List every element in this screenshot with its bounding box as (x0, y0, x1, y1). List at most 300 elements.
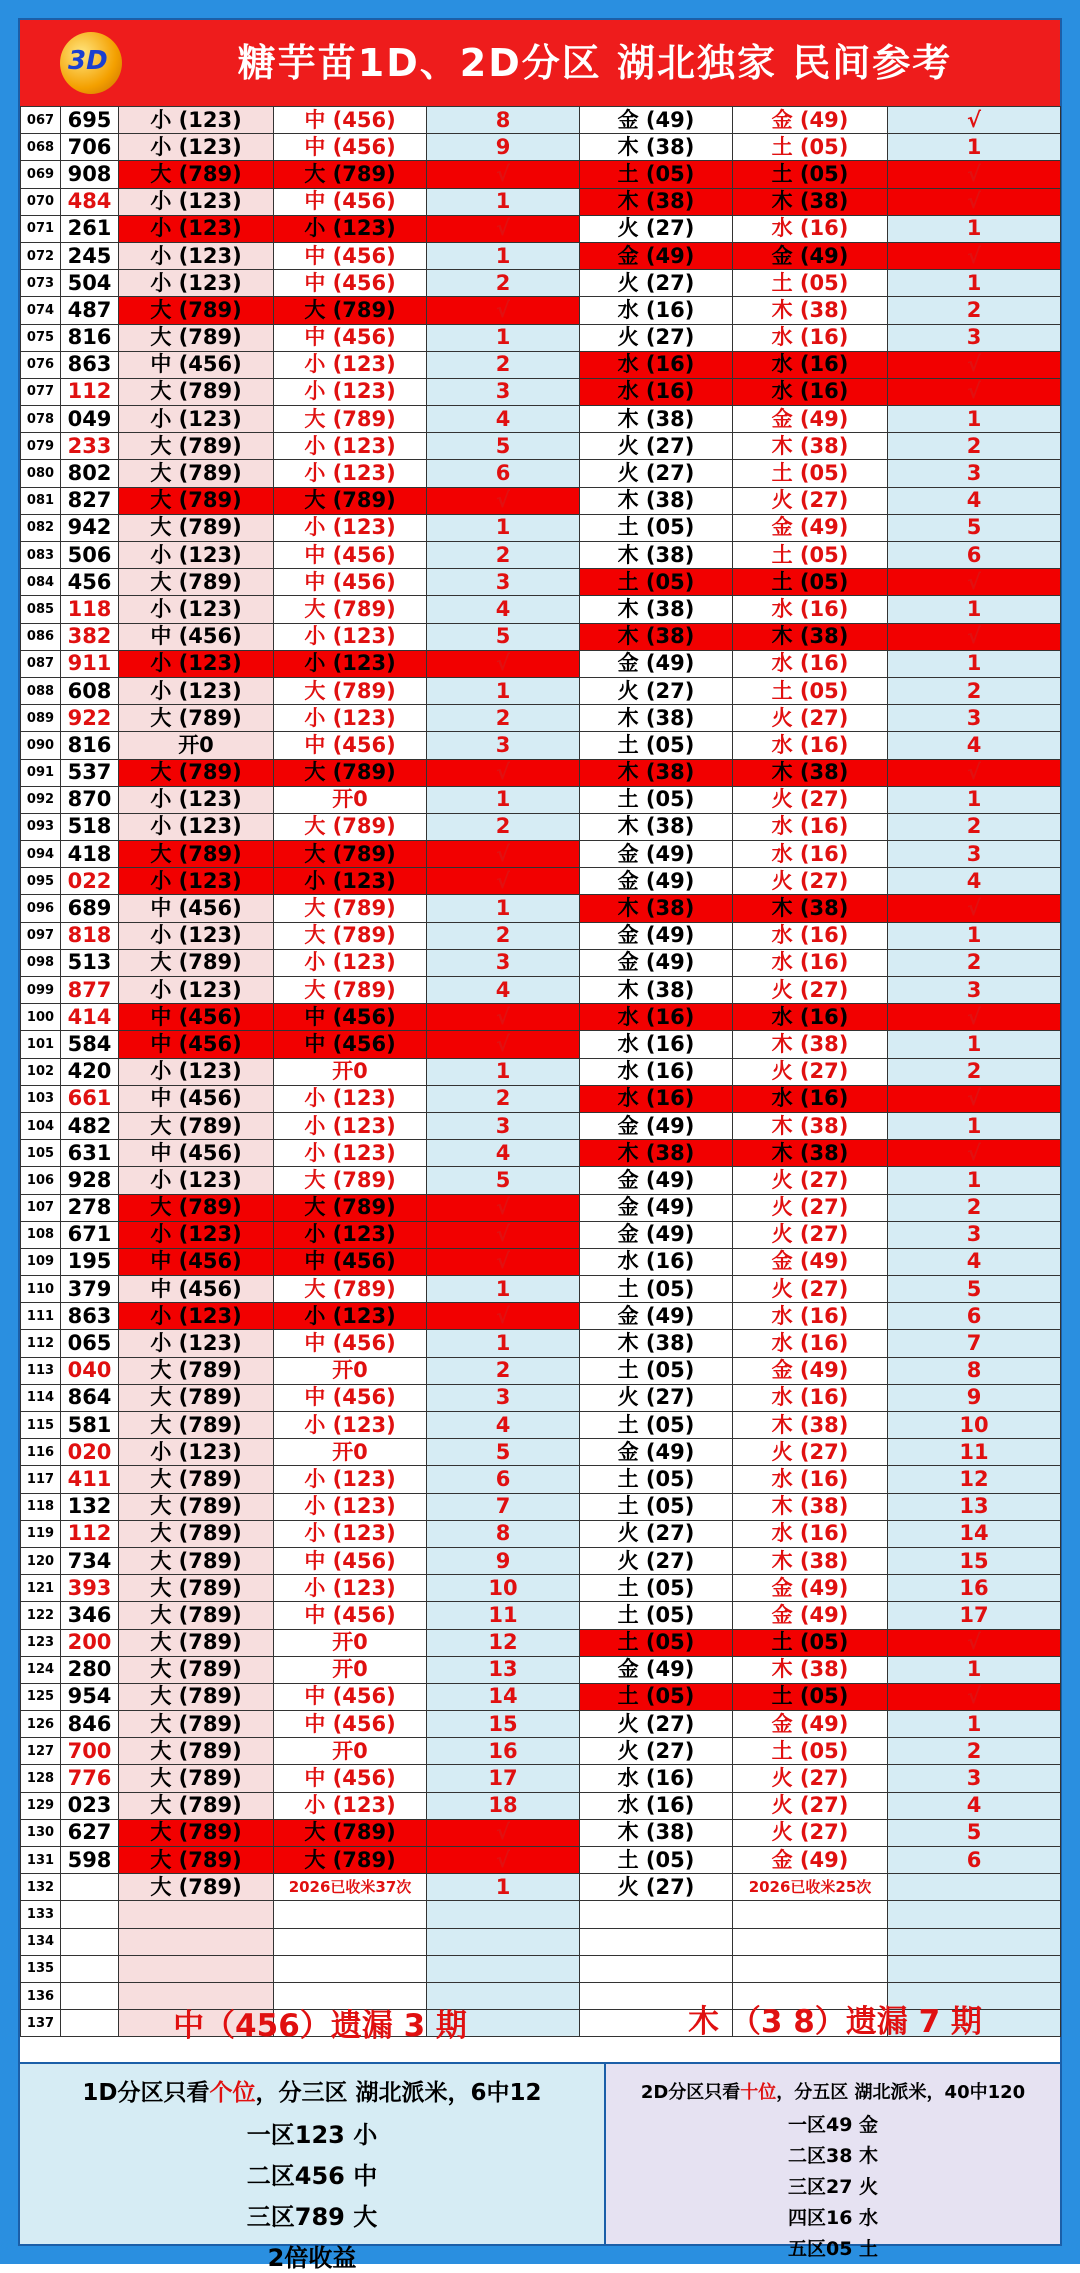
result-1d-cell: 6 (427, 1466, 580, 1493)
result-2d-cell: 4 (888, 487, 1061, 514)
zone-1d-cell: 大 (789) (119, 1765, 274, 1792)
zone-2d-cell: 金 (49) (580, 242, 733, 269)
table-row (21, 1711, 1061, 1738)
zone-1d-cell: 大 (789) (119, 1466, 274, 1493)
zone-2d-cell: 金 (49) (580, 922, 733, 949)
result-2d-cell: √ (888, 107, 1061, 134)
zone-2d-cell: 火 (27) (580, 460, 733, 487)
result-2d-cell: 17 (888, 1602, 1061, 1629)
table-row (21, 732, 1061, 759)
result-2d-cell: 1 (888, 786, 1061, 813)
result-2d-cell: √ (888, 242, 1061, 269)
zone-1d-cell: 小 (123) (119, 107, 274, 134)
table-row (21, 949, 1061, 976)
result-1d-cell: 4 (427, 406, 580, 433)
result-2d-cell: 2 (888, 433, 1061, 460)
number-cell: 928 (61, 1167, 119, 1194)
table-row (21, 569, 1061, 596)
zone-jin-label: 一区49 金 (787, 2114, 879, 2136)
result-1d-cell: 3 (427, 732, 580, 759)
number-cell: 020 (61, 1439, 119, 1466)
content-panel (18, 18, 1062, 2272)
result-1d-cell: 4 (427, 977, 580, 1004)
zone-1d-cell (119, 1901, 274, 1928)
result-2d-cell: 4 (888, 732, 1061, 759)
zone-1d-cell: 大 (789) (119, 514, 274, 541)
result-2d-cell: 4 (888, 1248, 1061, 1275)
zone-1d-cell: 小 (123) (119, 542, 274, 569)
result-1d-cell: 8 (427, 107, 580, 134)
forecast-2d-cell: 水 (16) (733, 1004, 888, 1031)
forecast-1d-cell: 小 (123) (274, 1520, 427, 1547)
zone-1d-cell: 大 (789) (119, 705, 274, 732)
period-cell: 113 (21, 1357, 61, 1384)
forecast-1d-cell: 大 (789) (274, 1194, 427, 1221)
period-cell: 070 (21, 188, 61, 215)
forecast-2d-cell: 火 (27) (733, 786, 888, 813)
forecast-1d-cell: 小 (123) (274, 378, 427, 405)
table-row (21, 351, 1061, 378)
zone-1d-cell: 中 (456) (119, 1276, 274, 1303)
period-cell: 076 (21, 351, 61, 378)
result-2d-cell: 6 (888, 542, 1061, 569)
result-1d-cell: 16 (427, 1738, 580, 1765)
result-1d-cell: √ (427, 1819, 580, 1846)
table-row (21, 188, 1061, 215)
table-row (21, 895, 1061, 922)
table-row (21, 1928, 1061, 1955)
result-1d-cell: 3 (427, 378, 580, 405)
miss-summary-2d: 木 （3 8）遗漏 7 期 (688, 2004, 982, 2040)
forecast-2d-cell: 木 (38) (733, 1656, 888, 1683)
table-row (21, 813, 1061, 840)
result-1d-cell: 7 (427, 1493, 580, 1520)
period-cell: 074 (21, 297, 61, 324)
table-row (21, 841, 1061, 868)
zone-2d-cell: 金 (49) (580, 868, 733, 895)
result-1d-cell: √ (427, 1303, 580, 1330)
forecast-1d-cell: 小 (123) (274, 351, 427, 378)
zone-1d-cell: 大 (789) (119, 161, 274, 188)
table-row (21, 1575, 1061, 1602)
forecast-2d-cell: 水 (16) (733, 922, 888, 949)
result-2d-cell: 4 (888, 1792, 1061, 1819)
result-2d-cell: 3 (888, 841, 1061, 868)
zone-2d-cell: 金 (49) (580, 1656, 733, 1683)
result-1d-cell: 3 (427, 569, 580, 596)
number-cell: 863 (61, 1303, 119, 1330)
result-1d-cell: 9 (427, 1547, 580, 1574)
result-1d-cell: 2 (427, 705, 580, 732)
period-cell: 106 (21, 1167, 61, 1194)
number-cell: 022 (61, 868, 119, 895)
number-cell: 518 (61, 813, 119, 840)
period-cell: 086 (21, 623, 61, 650)
period-cell: 132 (21, 1874, 61, 1901)
zone-1d-cell (119, 1955, 274, 1982)
zone-2d-cell: 土 (05) (580, 569, 733, 596)
forecast-2d-cell: 水 (16) (733, 732, 888, 759)
table-row (21, 1140, 1061, 1167)
table-row (21, 1629, 1061, 1656)
zone-2d-cell: 金 (49) (580, 107, 733, 134)
forecast-2d-cell: 火 (27) (733, 977, 888, 1004)
zone-1d-cell: 小 (123) (119, 188, 274, 215)
result-2d-cell: 6 (888, 1847, 1061, 1874)
forecast-2d-cell: 木 (38) (733, 623, 888, 650)
result-2d-cell: 3 (888, 324, 1061, 351)
result-1d-cell: √ (427, 1221, 580, 1248)
number-cell: 816 (61, 732, 119, 759)
number-cell: 504 (61, 270, 119, 297)
result-1d-cell: 2 (427, 542, 580, 569)
table-row (21, 487, 1061, 514)
forecast-2d-cell: 火 (27) (733, 1819, 888, 1846)
forecast-2d-cell (733, 1928, 888, 1955)
table-row (21, 433, 1061, 460)
zone-1d-cell: 大 (789) (119, 1575, 274, 1602)
forecast-1d-cell: 中 (456) (274, 1765, 427, 1792)
forecast-1d-cell: 中 (456) (274, 1384, 427, 1411)
table-row (21, 1738, 1061, 1765)
forecast-1d-cell: 大 (789) (274, 1847, 427, 1874)
forecast-2d-cell: 木 (38) (733, 759, 888, 786)
period-cell: 069 (21, 161, 61, 188)
number-cell: 233 (61, 433, 119, 460)
zone-mu-label: 二区38 木 (787, 2145, 879, 2167)
result-2d-cell: 3 (888, 977, 1061, 1004)
forecast-2d-cell: 火 (27) (733, 1276, 888, 1303)
forecast-2d-cell: 水 (16) (733, 351, 888, 378)
period-cell: 082 (21, 514, 61, 541)
forecast-1d-cell: 小 (123) (274, 1221, 427, 1248)
zone-2d-cell: 土 (05) (580, 1466, 733, 1493)
forecast-1d-cell: 中 (456) (274, 1330, 427, 1357)
zone-2d-cell: 水 (16) (580, 1792, 733, 1819)
forecast-2d-cell: 水 (16) (733, 949, 888, 976)
period-cell: 122 (21, 1602, 61, 1629)
zone-2d-cell: 火 (27) (580, 270, 733, 297)
number-cell: 700 (61, 1738, 119, 1765)
zone-shui-label: 四区16 水 (787, 2207, 879, 2229)
forecast-2d-cell: 木 (38) (733, 1031, 888, 1058)
result-2d-cell: √ (888, 623, 1061, 650)
number-cell: 689 (61, 895, 119, 922)
forecast-2d-cell: 木 (38) (733, 1547, 888, 1574)
zone-2d-cell: 火 (27) (580, 324, 733, 351)
forecast-1d-cell: 大 (789) (274, 677, 427, 704)
zone-1d-cell: 小 (123) (119, 596, 274, 623)
zone-1d-cell: 小 (123) (119, 1439, 274, 1466)
result-2d-cell: √ (888, 759, 1061, 786)
result-1d-cell: 12 (427, 1629, 580, 1656)
period-cell: 135 (21, 1955, 61, 1982)
forecast-2d-cell: 金 (49) (733, 1248, 888, 1275)
number-cell: 065 (61, 1330, 119, 1357)
number-cell: 393 (61, 1575, 119, 1602)
forecast-2d-cell: 金 (49) (733, 514, 888, 541)
forecast-1d-cell: 开0 (274, 1357, 427, 1384)
forecast-1d-cell (274, 1901, 427, 1928)
number-cell: 864 (61, 1384, 119, 1411)
zone-2d-cell: 土 (05) (580, 1357, 733, 1384)
table-row (21, 1819, 1061, 1846)
forecast-2d-cell: 土 (05) (733, 677, 888, 704)
zone-2d-cell: 土 (05) (580, 1683, 733, 1710)
forecast-1d-cell: 小 (123) (274, 1792, 427, 1819)
forecast-2d-cell: 金 (49) (733, 406, 888, 433)
period-cell: 088 (21, 677, 61, 704)
result-1d-cell: √ (427, 650, 580, 677)
forecast-2d-cell: 土 (05) (733, 1629, 888, 1656)
forecast-2d-cell: 木 (38) (733, 1140, 888, 1167)
forecast-1d-cell (274, 1928, 427, 1955)
period-cell: 115 (21, 1412, 61, 1439)
period-cell: 114 (21, 1384, 61, 1411)
result-2d-cell: 16 (888, 1575, 1061, 1602)
number-cell (61, 1982, 119, 2009)
zone-2d-cell: 木 (38) (580, 813, 733, 840)
forecast-1d-cell (274, 1955, 427, 1982)
zone-2d-cell: 木 (38) (580, 188, 733, 215)
forecast-1d-cell: 小 (123) (274, 460, 427, 487)
forecast-1d-cell: 中 (456) (274, 1602, 427, 1629)
table-row (21, 1004, 1061, 1031)
logo-text: 3D (68, 46, 108, 76)
forecast-1d-cell: 中 (456) (274, 134, 427, 161)
table-row (21, 977, 1061, 1004)
result-1d-cell: 1 (427, 1874, 580, 1901)
table-row (21, 1357, 1061, 1384)
forecast-2d-cell: 土 (05) (733, 460, 888, 487)
table-row (21, 270, 1061, 297)
result-2d-cell: 2 (888, 1738, 1061, 1765)
zone-2d-cell: 水 (16) (580, 1058, 733, 1085)
number-cell: 922 (61, 705, 119, 732)
zone-1d-cell: 中 (456) (119, 351, 274, 378)
table-row (21, 1439, 1061, 1466)
forecast-1d-cell: 小 (123) (274, 1466, 427, 1493)
result-1d-cell: 2 (427, 1085, 580, 1112)
forecast-1d-cell: 小 (123) (274, 1085, 427, 1112)
result-1d-cell: √ (427, 215, 580, 242)
period-cell: 079 (21, 433, 61, 460)
result-1d-cell: √ (427, 487, 580, 514)
number-cell: 776 (61, 1765, 119, 1792)
period-cell: 095 (21, 868, 61, 895)
period-cell: 125 (21, 1683, 61, 1710)
footer (20, 2062, 1060, 2272)
result-1d-cell: 1 (427, 242, 580, 269)
zone-2d-cell: 土 (05) (580, 1629, 733, 1656)
zone-2d-cell: 木 (38) (580, 1140, 733, 1167)
period-cell: 101 (21, 1031, 61, 1058)
zone-1d-cell: 大 (789) (119, 1738, 274, 1765)
forecast-1d-cell: 小 (123) (274, 1112, 427, 1139)
table-row (21, 1384, 1061, 1411)
zone-1d-cell (119, 1928, 274, 1955)
period-cell: 097 (21, 922, 61, 949)
forecast-1d-cell: 开0 (274, 1738, 427, 1765)
forecast-2d-cell: 火 (27) (733, 1439, 888, 1466)
result-1d-cell: 1 (427, 324, 580, 351)
zone-1d-cell: 小 (123) (119, 1167, 274, 1194)
zone-1d-cell: 小 (123) (119, 786, 274, 813)
result-1d-cell: √ (427, 868, 580, 895)
result-2d-cell: 1 (888, 650, 1061, 677)
forecast-1d-cell: 大 (789) (274, 487, 427, 514)
table-row (21, 1955, 1061, 1982)
forecast-1d-cell: 大 (789) (274, 759, 427, 786)
result-2d-cell: 2 (888, 813, 1061, 840)
zone-2d-cell: 土 (05) (580, 161, 733, 188)
table-row (21, 1276, 1061, 1303)
table-row (21, 1792, 1061, 1819)
forecast-1d-cell: 中 (456) (274, 1683, 427, 1710)
forecast-1d-cell: 大 (789) (274, 841, 427, 868)
forecast-1d-cell: 小 (123) (274, 1493, 427, 1520)
zone-2d-cell: 木 (38) (580, 705, 733, 732)
period-cell: 112 (21, 1330, 61, 1357)
period-cell: 073 (21, 270, 61, 297)
result-1d-cell: 6 (427, 460, 580, 487)
forecast-1d-cell: 开0 (274, 1058, 427, 1085)
result-1d-cell: 13 (427, 1656, 580, 1683)
zone-2d-cell: 金 (49) (580, 1194, 733, 1221)
forecast-1d-cell: 中 (456) (274, 270, 427, 297)
forecast-1d-cell: 中 (456) (274, 324, 427, 351)
table-row (21, 378, 1061, 405)
result-1d-cell: 1 (427, 677, 580, 704)
zone-2d-cell: 水 (16) (580, 1248, 733, 1275)
forecast-2d-cell: 木 (38) (733, 297, 888, 324)
zone-1d-cell: 中 (456) (119, 895, 274, 922)
period-cell: 084 (21, 569, 61, 596)
forecast-1d-cell: 小 (123) (274, 1575, 427, 1602)
number-cell: 584 (61, 1031, 119, 1058)
zone-1d-cell: 中 (456) (119, 1004, 274, 1031)
forecast-1d-cell: 大 (789) (274, 161, 427, 188)
result-2d-cell: 2 (888, 1194, 1061, 1221)
zone-1d-cell: 小 (123) (119, 215, 274, 242)
forecast-1d-cell: 小 (123) (274, 705, 427, 732)
zone-2d-cell: 火 (27) (580, 677, 733, 704)
zone-2d-cell: 木 (38) (580, 895, 733, 922)
zone-1d-cell: 小 (123) (119, 922, 274, 949)
result-2d-cell: 3 (888, 705, 1061, 732)
zone-2d-cell: 火 (27) (580, 215, 733, 242)
number-cell: 200 (61, 1629, 119, 1656)
table-row (21, 705, 1061, 732)
zone-2d-cell: 水 (16) (580, 297, 733, 324)
table-row (21, 1901, 1061, 1928)
forecast-2d-cell: 2026已收米25次 (733, 1874, 888, 1901)
period-cell: 071 (21, 215, 61, 242)
zone-2d-cell: 金 (49) (580, 1167, 733, 1194)
number-cell: 112 (61, 1520, 119, 1547)
forecast-2d-cell: 水 (16) (733, 813, 888, 840)
result-2d-cell: √ (888, 161, 1061, 188)
forecast-1d-cell: 大 (789) (274, 406, 427, 433)
forecast-2d-cell: 水 (16) (733, 1330, 888, 1357)
result-2d-cell: 3 (888, 1765, 1061, 1792)
number-cell: 118 (61, 596, 119, 623)
result-2d-cell: 1 (888, 1656, 1061, 1683)
result-1d-cell: 1 (427, 786, 580, 813)
zone-1d-cell: 大 (789) (119, 433, 274, 460)
footer-1d-rules (20, 2062, 606, 2272)
result-1d-cell: 4 (427, 1140, 580, 1167)
forecast-2d-cell: 土 (05) (733, 1738, 888, 1765)
forecast-2d-cell: 火 (27) (733, 487, 888, 514)
table-row (21, 1493, 1061, 1520)
zone-2d-cell: 木 (38) (580, 623, 733, 650)
period-cell: 108 (21, 1221, 61, 1248)
forecast-2d-cell: 金 (49) (733, 242, 888, 269)
period-cell: 123 (21, 1629, 61, 1656)
table-row (21, 1303, 1061, 1330)
zone-2d-cell: 木 (38) (580, 1330, 733, 1357)
number-cell: 420 (61, 1058, 119, 1085)
zone-2d-cell: 金 (49) (580, 1221, 733, 1248)
period-cell: 067 (21, 107, 61, 134)
result-2d-cell: √ (888, 351, 1061, 378)
result-2d-cell: 1 (888, 134, 1061, 161)
number-cell: 487 (61, 297, 119, 324)
footer-2d-rules (606, 2062, 1060, 2260)
forecast-2d-cell: 火 (27) (733, 1765, 888, 1792)
zone-2d-cell: 木 (38) (580, 487, 733, 514)
zone-1d-cell: 大 (789) (119, 1602, 274, 1629)
header-bar (20, 20, 1060, 106)
result-2d-cell: √ (888, 1140, 1061, 1167)
result-1d-cell: √ (427, 841, 580, 868)
result-2d-cell: 15 (888, 1547, 1061, 1574)
number-cell: 456 (61, 569, 119, 596)
result-2d-cell: 1 (888, 270, 1061, 297)
number-cell: 382 (61, 623, 119, 650)
result-1d-cell: 3 (427, 1384, 580, 1411)
zone-1d-cell: 大 (789) (119, 1847, 274, 1874)
zone-1d-cell: 大 (789) (119, 1547, 274, 1574)
forecast-2d-cell: 木 (38) (733, 433, 888, 460)
zone-1d-cell: 小 (123) (119, 1303, 274, 1330)
period-cell: 119 (21, 1520, 61, 1547)
table-row (21, 215, 1061, 242)
zone-2d-cell: 土 (05) (580, 732, 733, 759)
zone-1d-cell: 小 (123) (119, 813, 274, 840)
result-1d-cell: 15 (427, 1711, 580, 1738)
zone-2d-cell: 火 (27) (580, 1738, 733, 1765)
zone-2d-cell: 水 (16) (580, 1004, 733, 1031)
forecast-2d-cell: 土 (05) (733, 569, 888, 596)
number-cell: 537 (61, 759, 119, 786)
zone-2d-cell: 土 (05) (580, 1276, 733, 1303)
result-2d-cell (888, 1928, 1061, 1955)
table-row (21, 1167, 1061, 1194)
zone-1d-cell: 大 (789) (119, 1194, 274, 1221)
forecast-1d-cell: 小 (123) (274, 433, 427, 460)
result-1d-cell (427, 1928, 580, 1955)
number-cell: 506 (61, 542, 119, 569)
number-cell: 023 (61, 1792, 119, 1819)
number-cell: 411 (61, 1466, 119, 1493)
number-cell: 734 (61, 1547, 119, 1574)
table-row (21, 1330, 1061, 1357)
zone-1d-cell: 大 (789) (119, 1819, 274, 1846)
zone-1d-cell: 大 (789) (119, 759, 274, 786)
result-2d-cell: 8 (888, 1357, 1061, 1384)
